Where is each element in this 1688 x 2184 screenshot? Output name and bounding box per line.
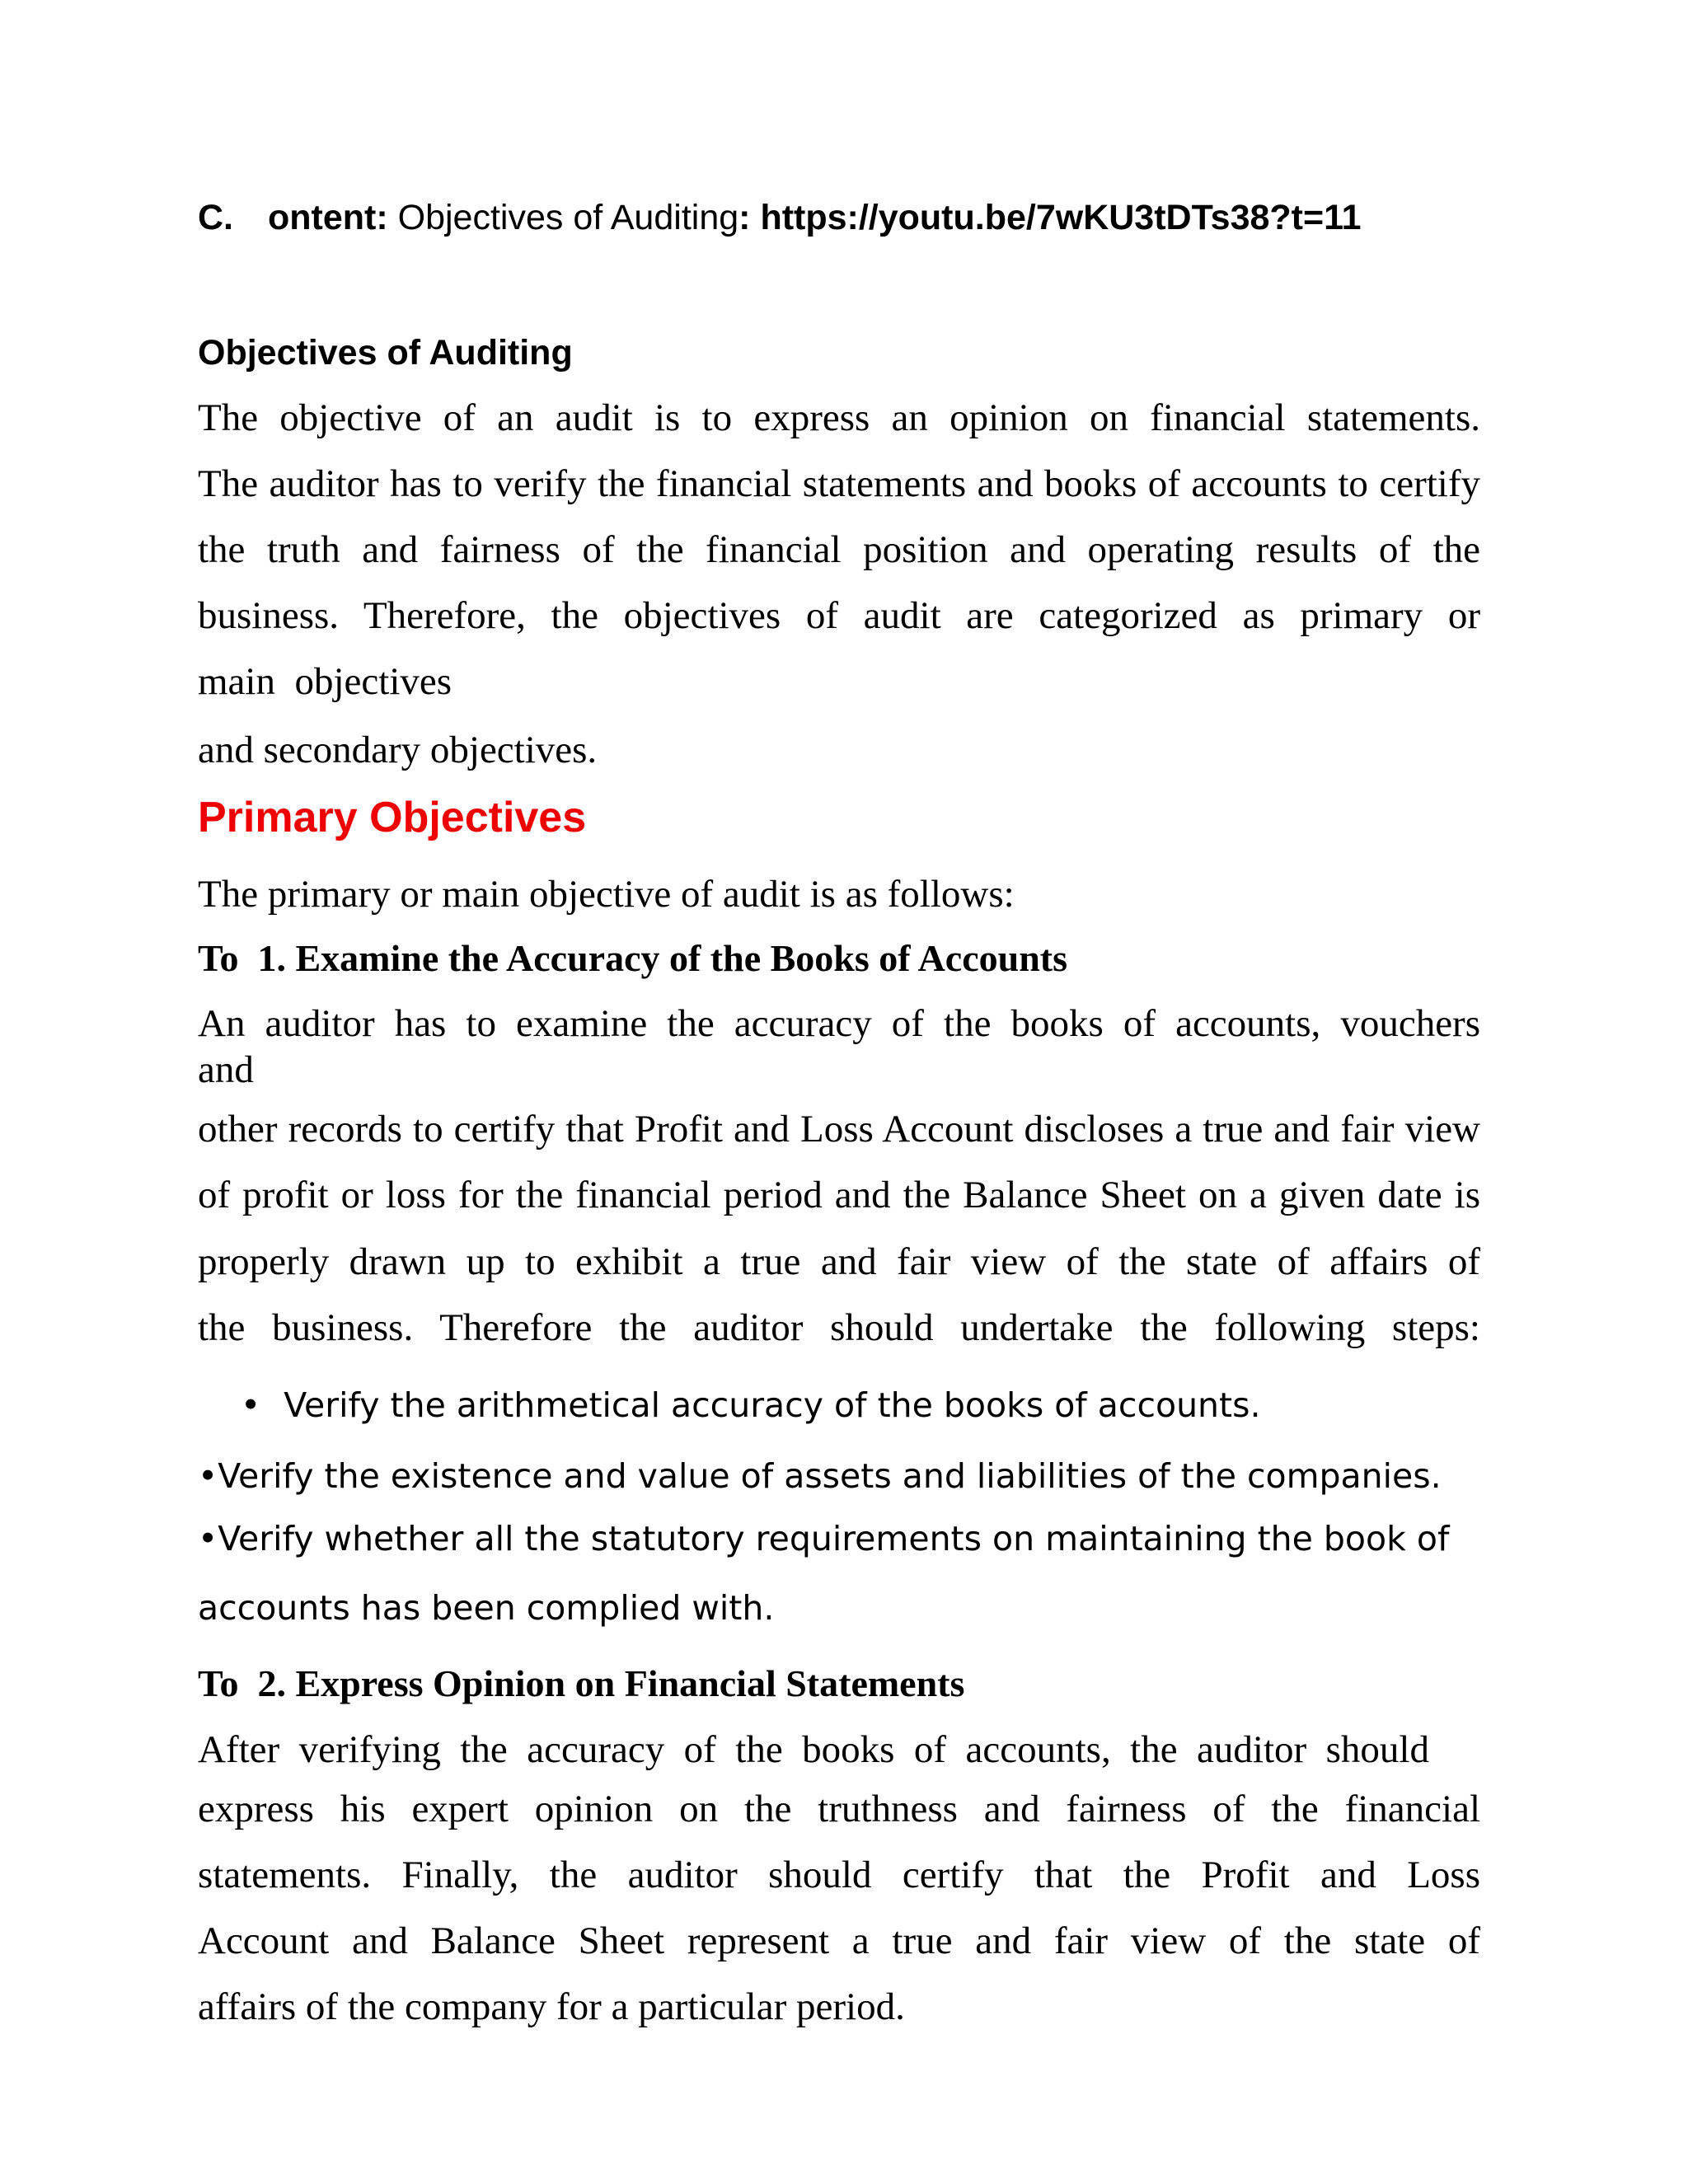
intro-line-4: business. Therefore, the objectives of audit are categorized as primary or <box>198 594 1480 637</box>
bullet-continuation: accounts has been complied with. <box>198 1588 775 1628</box>
item2-line-4: Account and Balance Sheet represent a true and fair view of the state of <box>198 1919 1480 1962</box>
item1-heading: To 1. Examine the Accuracy of the Books of Accounts <box>198 937 1068 979</box>
bullet-text: Verify the existence and value of assets and liabilities of the companies. <box>218 1456 1442 1496</box>
header-content-label: ontent: <box>268 198 388 237</box>
item1-line-5: properly drawn up to exhibit a true and fair view of the state of affairs of <box>198 1240 1480 1283</box>
item2-line-2: express his expert opinion on the truthness and fairness of the financial <box>198 1788 1480 1830</box>
bullet-text: Verify the arithmetical accuracy of the books of accounts. <box>284 1385 1261 1425</box>
primary-lead: The primary or main objective of audit is as follows: <box>198 873 1015 916</box>
item1-line-3: other records to certify that Profit and Loss Account discloses a true and fair view <box>198 1108 1480 1151</box>
intro-line-6: and secondary objectives. <box>198 729 598 771</box>
item2-heading: To 2. Express Opinion on Financial Statements <box>198 1662 965 1704</box>
primary-objectives-heading: Primary Objectives <box>198 794 587 841</box>
header-separator: : <box>738 198 751 237</box>
item1-line-2: and <box>198 1048 254 1091</box>
item2-line-5: affairs of the company for a particular period. <box>198 1985 905 2028</box>
bullet-marker: • <box>198 1519 218 1558</box>
content-header <box>198 198 1362 238</box>
bullet-item-1 <box>241 1385 1261 1425</box>
bullet-marker: • <box>241 1385 261 1425</box>
item2-line-3: statements. Finally, the auditor should certify that the Profit and Loss <box>198 1854 1480 1896</box>
header-content-topic: Objectives of Auditing <box>397 198 739 237</box>
bullet-item-2 <box>198 1456 1442 1496</box>
bullet-text: Verify whether all the statutory requirements on maintaining the book of <box>218 1519 1450 1558</box>
item1-line-1: An auditor has to examine the accuracy of the books of accounts, vouchers <box>198 1002 1480 1045</box>
intro-line-3: the truth and fairness of the financial position and operating results of the <box>198 528 1480 571</box>
intro-line-1: The objective of an audit is to express an opinion on financial statements. <box>198 396 1480 439</box>
bullet-item-3 <box>198 1519 1449 1558</box>
video-link[interactable]: https://youtu.be/7wKU3tDTs38?t=11 <box>760 198 1362 237</box>
item2-line-1: After verifying the accuracy of the books of accounts, the auditor should <box>198 1728 1429 1771</box>
bullet-marker: • <box>198 1456 218 1496</box>
item1-line-6: the business. Therefore the auditor should undertake the following steps: <box>198 1306 1480 1349</box>
intro-line-5: main objectives <box>198 660 452 703</box>
item1-line-4: of profit or loss for the financial period and the Balance Sheet on a given date is <box>198 1174 1480 1216</box>
intro-line-2: The auditor has to verify the financial statements and books of accounts to certify <box>198 462 1480 505</box>
header-prefix-letter: C. <box>198 198 233 237</box>
section-title: Objectives of Auditing <box>198 333 573 373</box>
